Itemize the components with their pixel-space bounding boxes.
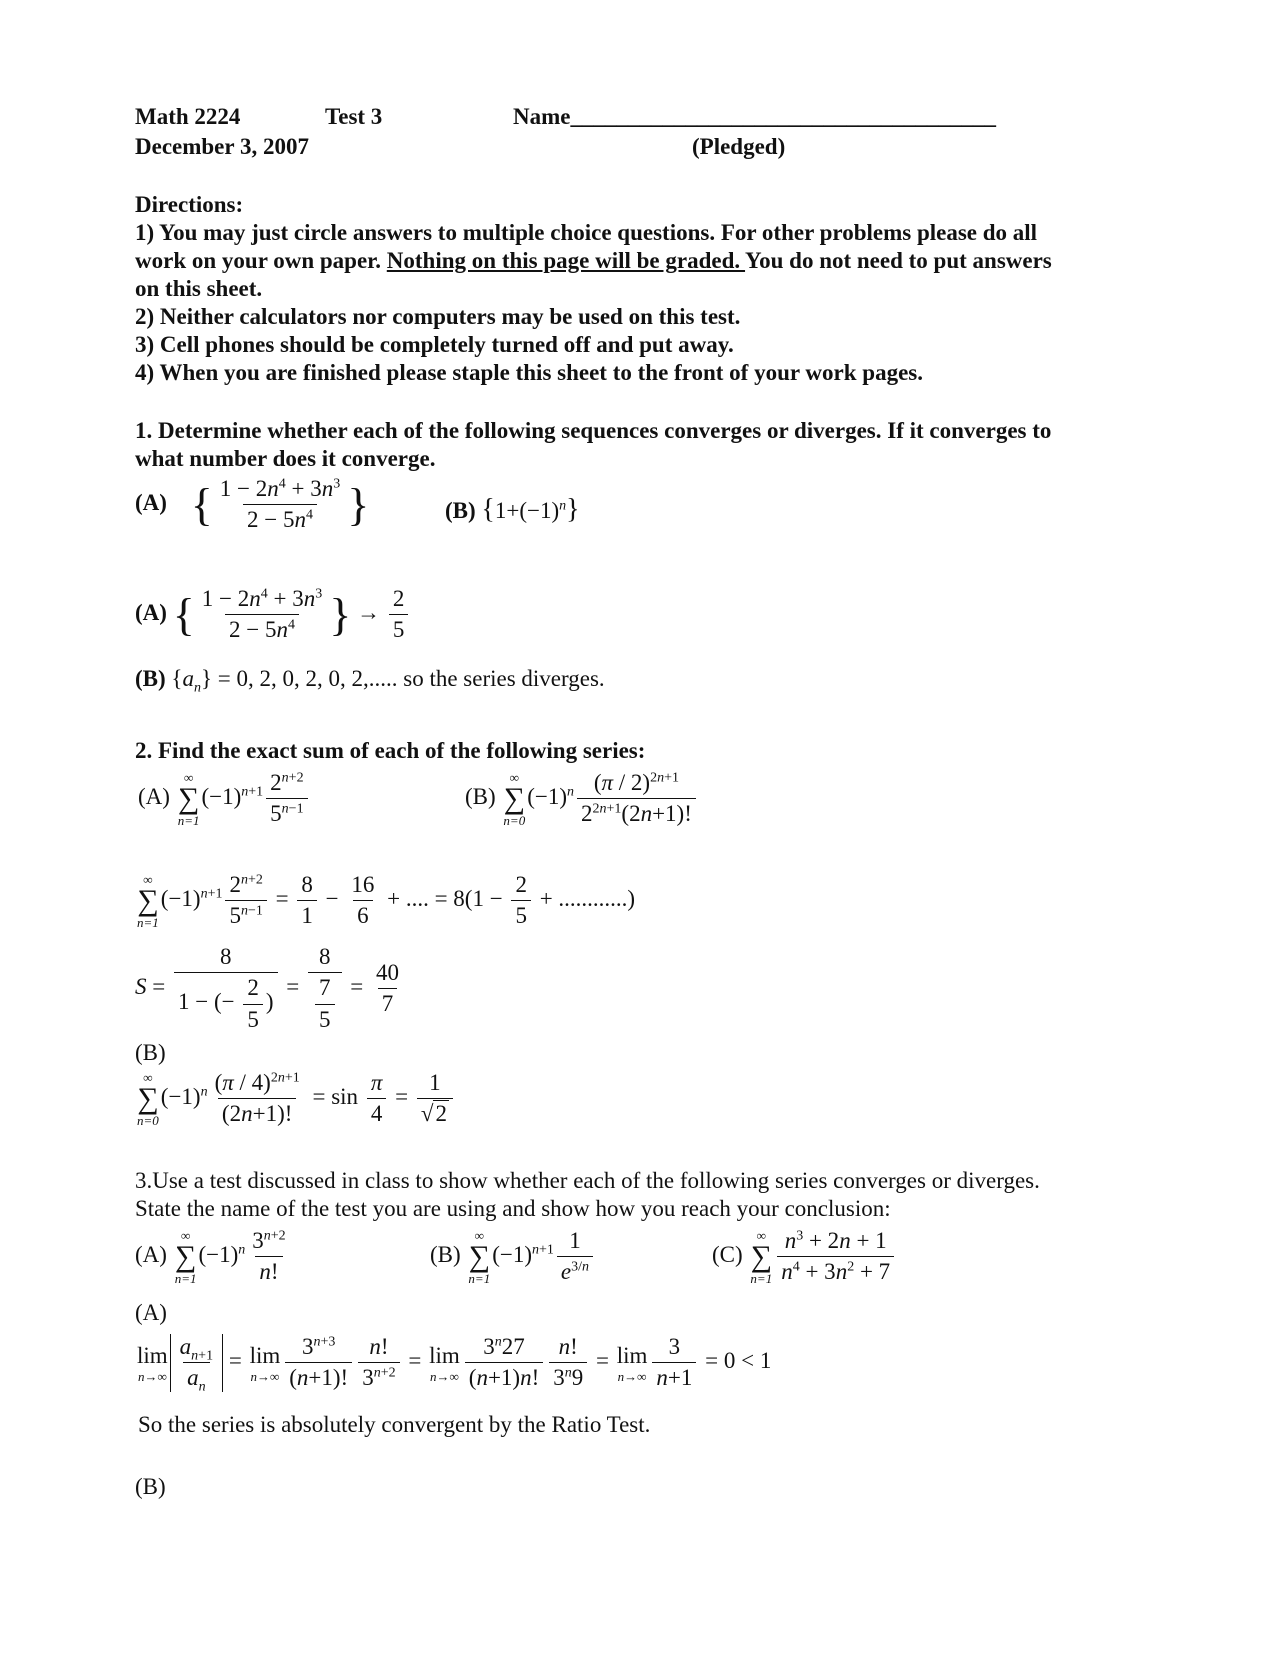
pledged-label: (Pledged)	[692, 134, 786, 159]
name-field: Name_____________________________________	[513, 104, 996, 129]
q3-part-c: (C) ∞ ∑ n=1 $\frac{n^3 + 2n + 1}{n^4 + 3n^2 + 7}$	[712, 1228, 897, 1286]
q3-prompt-line1: 3.Use a test discussed in class to show whether each of the following series converges or diverges.	[135, 1168, 1040, 1193]
q2-answer-b: ∞ ∑ n=0 $(-1)^n$ $\frac{(\pi / 4)^{2n+1}}{(2n+1)!}$ = sin $\frac{\pi}{4}$ = $\frac{1}{√2}$	[135, 1070, 456, 1128]
directions-item1-line2: work on your own paper. Nothing on this page will be graded. You do not need to put answers	[135, 248, 1052, 273]
q3-answer-a-label: (A)	[135, 1300, 167, 1325]
q2-part-b: (B) ∞ ∑ n=0 $(-1)^n$ $\frac{(\pi / 2)^{2n+1}}{2^{2n+1}(2n+1)!}$	[465, 770, 699, 828]
directions-item4: 4) When you are finished please staple this sheet to the front of your work pages.	[135, 360, 923, 385]
directions-item1-line3: on this sheet.	[135, 276, 263, 301]
q2-part-a: (A) ∞ ∑ n=1 $(-1)^{n+1}$ $\frac{2^{n+2}}{5^{n-1}}$	[138, 770, 311, 828]
q3-part-a: (A) ∞ ∑ n=1 $(-1)^n$ $\frac{3^{n+2}}{n!}$	[135, 1227, 286, 1286]
q1-prompt-line1: 1. Determine whether each of the following sequences converges or diverges. If it converges to	[135, 418, 1052, 443]
q2-answer-b-label: (B)	[135, 1040, 166, 1065]
directions-item2: 2) Neither calculators nor computers may be used on this test.	[135, 304, 741, 329]
q1-answer-b: (B) $\{a_n\} = 0$, 2, 0, 2, 0, 2,..... so the series diverges.	[135, 666, 605, 696]
q1-part-b: (B) $\{1+(-1)^n\}$	[445, 494, 580, 525]
q3-answer-a-conclusion: So the series is absolutely convergent by the Ratio Test.	[138, 1412, 651, 1437]
directions-item3: 3) Cell phones should be completely turned off and put away.	[135, 332, 734, 357]
q2-prompt: 2. Find the exact sum of each of the following series:	[135, 738, 646, 763]
q2-answer-a-line2: S = 8 1 − (− $\frac{2}{5}$ ) = $\frac{8}{\frac{7}{5}}$ = $\frac{40}{7}$	[135, 944, 399, 1032]
test-label: Test 3	[325, 104, 383, 129]
date-label: December 3, 2007	[135, 134, 309, 159]
q1-part-a: (A) { $\frac{1 - 2n^4 + 3n^3}{2 - 5n^4}$ }	[135, 476, 370, 533]
q1-answer-a: (A) { $\frac{1 - 2n^4 + 3n^3}{2 - 5n^4}$ } → $\frac{2}{5}$	[135, 586, 411, 644]
q1-prompt-line2: what number does it converge.	[135, 446, 436, 471]
course-label: Math 2224	[135, 104, 241, 129]
q3-part-b: (B) ∞ ∑ n=1 $(-1)^{n+1}$ $\frac{1}{e^{3/n}}$	[430, 1228, 596, 1286]
q2-answer-a-line1: ∞ ∑ n=1 $(-1)^{n+1}$ $\frac{2^{n+2}}{5^{n-1}}$ = $\frac{8}{1}$ − $\frac{16}{6}$ + .... = 8(1 − $\frac{2}{5}$ + ............)	[137, 871, 636, 930]
directions-heading: Directions:	[135, 192, 244, 217]
q3-answer-b-label: (B)	[135, 1474, 166, 1499]
q3-answer-a: lim n→∞ $\frac{a_{n+1}}{a_n}$ = lim n→∞ $\frac{3^{n+3}}{(n+1)!}$ $\frac{n!}{3^{n+2}}$ = lim n→∞ $\frac{3^n27}{(n+1)n!}$ $\frac{n!}{3^n9}$ = lim n→∞ $\frac{3}{n+1}$ = 0 < 1	[137, 1334, 772, 1396]
directions-item1-line1: 1) You may just circle answers to multiple choice questions. For other problems please do all	[135, 220, 1038, 245]
q3-prompt-line2: State the name of the test you are using and show how you reach your conclusion:	[135, 1196, 891, 1221]
